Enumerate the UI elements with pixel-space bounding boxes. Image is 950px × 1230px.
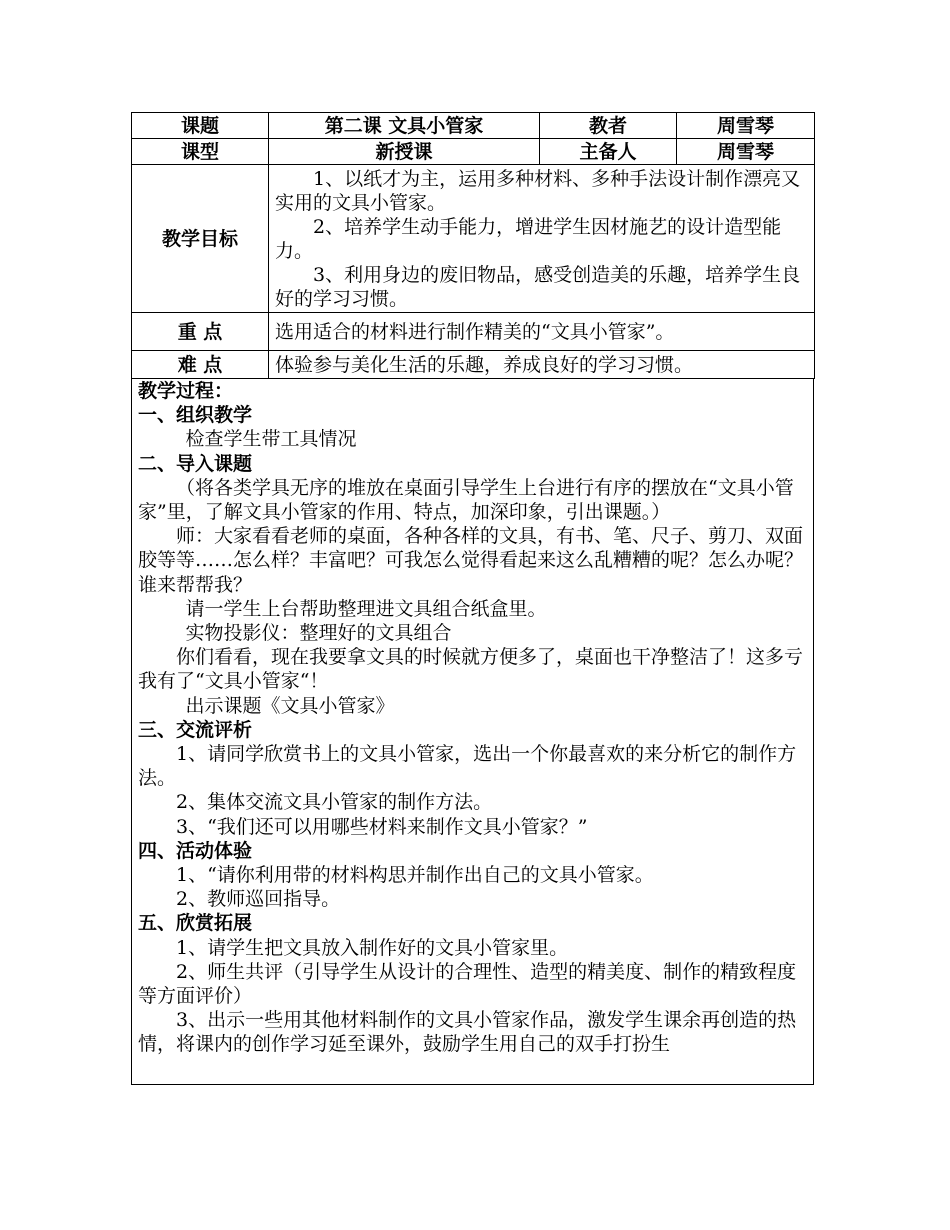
- teaching-process-section: [131, 379, 814, 1085]
- label-difficulty: 难 点: [132, 351, 269, 379]
- row-type: [132, 139, 815, 165]
- introduce-line-6: 出示课题《文具小管家》: [185, 694, 395, 717]
- process-title: 教学过程：: [138, 380, 234, 402]
- objective-3: 3、利用身边的废旧物品，感受创造美的乐趣，培养学生良好的学习习惯。: [275, 263, 801, 310]
- section-heading-activity: 四、活动体验: [138, 839, 253, 862]
- activity-line-2: 2、教师巡回指导。: [176, 888, 341, 911]
- appreciate-line-1: 1、请学生把文具放入制作好的文具小管家里。: [176, 936, 569, 959]
- value-preparer: 周雪琴: [677, 139, 815, 165]
- objective-2: 2、培养学生动手能力，增进学生因材施艺的设计造型能力。: [275, 215, 782, 262]
- discuss-line-2: 2、集体交流文具小管家的制作方法。: [176, 791, 493, 814]
- label-teacher: 教者: [540, 113, 677, 139]
- label-key-point: 重 点: [132, 313, 269, 351]
- row-topic: [132, 113, 815, 139]
- value-teacher: 周雪琴: [677, 113, 815, 139]
- activity-line-1: 1、“请你利用带的材料构思并制作出自己的文具小管家。: [176, 864, 654, 887]
- value-difficulty: 体验参与美化生活的乐趣，养成良好的学习习惯。: [269, 351, 815, 379]
- row-difficulty: [132, 351, 815, 379]
- appreciate-line-2: 2、师生共评（引导学生从设计的合理性、造型的精美度、制作的精致程度等方面评价）: [138, 960, 797, 1008]
- row-objectives: [132, 165, 815, 313]
- section-heading-discuss: 三、交流评析: [138, 718, 253, 741]
- introduce-line-3: 请一学生上台帮助整理进文具组合纸盒里。: [185, 597, 547, 620]
- introduce-line-2: 师：大家看看老师的桌面，各种各样的文具，有书、笔、尺子、剪刀、双面胶等等……怎么样？丰富吧？可我怎么觉得看起来这么乱糟糟的呢？怎么办呢？谁来帮帮我？: [138, 525, 804, 596]
- section-heading-appreciate: 五、欣赏拓展: [138, 912, 253, 935]
- appreciate-line-3: 3、出示一些用其他材料制作的文具小管家作品，激发学生课余再创造的热情，将课内的创作学习延至课外，鼓励学生用自己的双手打扮生: [138, 1009, 797, 1056]
- introduce-line-5: 你们看看，现在我要拿文具的时候就方便多了，桌面也干净整洁了！这多亏我有了“文具小管家“！: [138, 646, 804, 693]
- label-objectives: 教学目标: [132, 165, 269, 313]
- label-topic: 课题: [132, 113, 269, 139]
- value-lesson-type: 新授课: [269, 139, 540, 165]
- label-preparer: 主备人: [540, 139, 677, 165]
- lesson-info-table: [131, 112, 815, 379]
- organize-line-1: 检查学生带工具情况: [185, 428, 357, 451]
- objective-1: 1、以纸才为主，运用多种材料、多种手法设计制作漂亮又实用的文具小管家。: [275, 167, 801, 214]
- discuss-line-1: 1、请同学欣赏书上的文具小管家，选出一个你最喜欢的来分析它的制作方法。: [138, 743, 797, 790]
- discuss-line-3: 3、“我们还可以用哪些材料来制作文具小管家？”: [176, 815, 588, 838]
- value-topic: 第二课 文具小管家: [269, 113, 540, 139]
- value-key-point: 选用适合的材料进行制作精美的“文具小管家”。: [269, 313, 815, 351]
- introduce-line-1: （将各类学具无序的堆放在桌面引导学生上台进行有序的摆放在“文具小管家”里，了解文具小管家的作用、特点，加深印象，引出课题。）: [138, 476, 794, 524]
- lesson-plan-document: [131, 112, 814, 1085]
- section-heading-organize: 一、组织教学: [138, 404, 253, 427]
- objectives-cell: [269, 165, 815, 313]
- introduce-line-4: 实物投影仪：整理好的文具组合: [185, 622, 452, 645]
- row-key-point: [132, 313, 815, 351]
- label-lesson-type: 课型: [132, 139, 269, 165]
- section-heading-introduce: 二、导入课题: [138, 452, 253, 475]
